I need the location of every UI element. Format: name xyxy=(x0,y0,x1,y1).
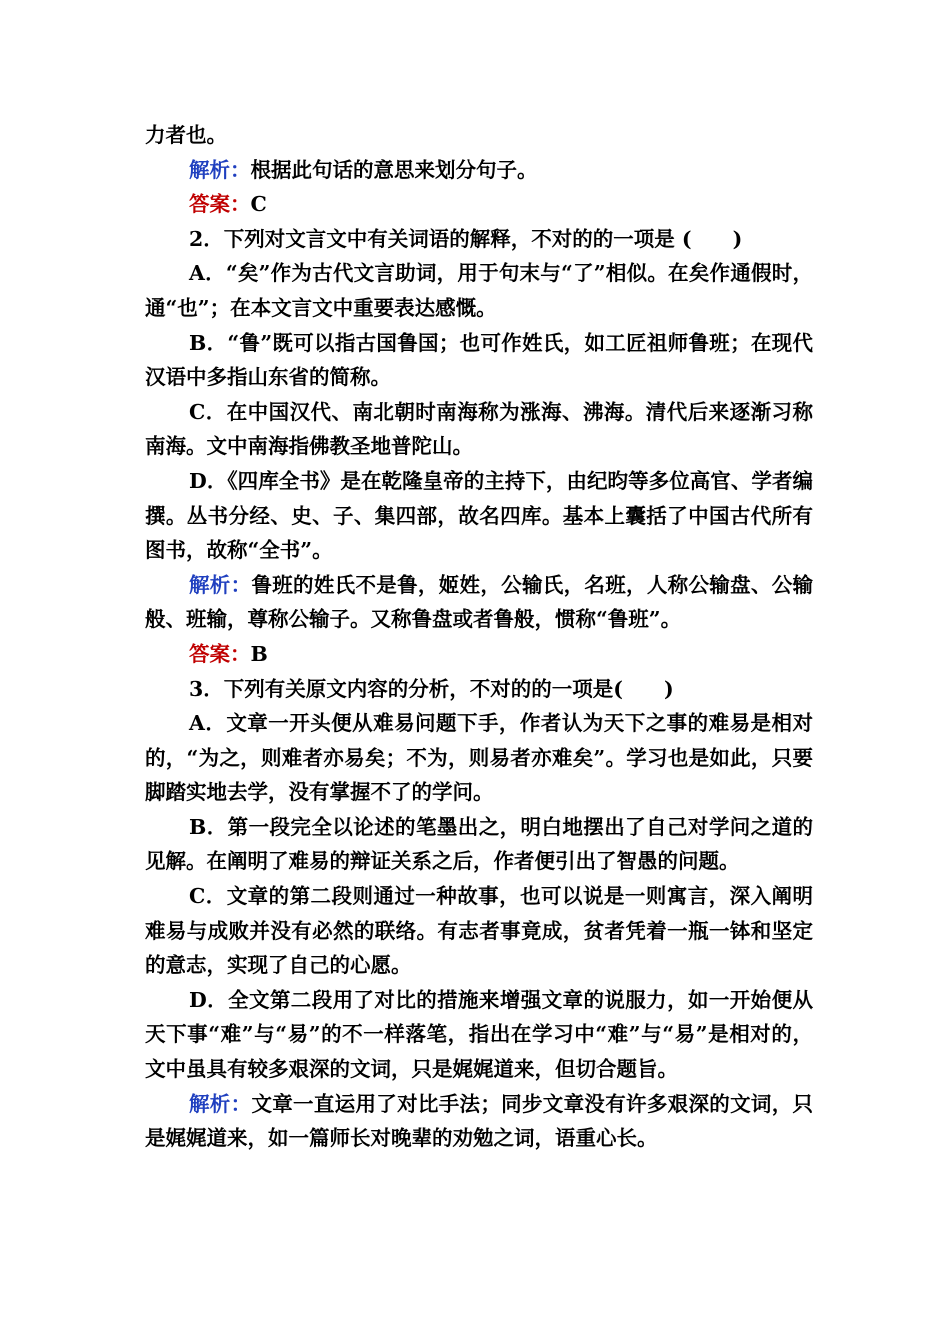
analysis-label: 解析： xyxy=(189,157,251,182)
question-3-analysis xyxy=(145,1087,813,1156)
analysis-text: 根据此句话的意思来划分句子。 xyxy=(250,157,538,182)
question-3-option-d: D．全文第二段用了对比的措施来增强文章的说服力，如一开始便从天下事“难”与“易”的不一样落笔，指出在学习中“难”与“易”是相对的，文中虽具有较多艰深的文词，只是娓娓道来，但切合题旨。 xyxy=(145,987,813,1082)
question-2-option-d: D．《四库全书》是在乾隆皇帝的主持下，由纪昀等多位高官、学者编撰。丛书分经、史、子、集四部，故名四库。基本上囊括了中国古代所有图书，故称“全书”。 xyxy=(145,468,813,563)
question-3-option-b: B．第一段完全以论述的笔墨出之，明白地摆出了自己对学问之道的见解。在阐明了难易的辩证关系之后，作者便引出了智愚的问题。 xyxy=(145,814,813,874)
question-3: 3．下列有关原文内容的分析，不对的的一项是( ) xyxy=(189,676,674,701)
answer-text: B xyxy=(250,641,268,666)
answer-label: 答案： xyxy=(189,641,251,666)
question-2-option-a: A．“矣”作为古代文言助词，用于句末与“了”相似。在矣作通假时，通“也”；在本文言文中重要表达感慨。 xyxy=(145,261,813,320)
analysis-label: 解析： xyxy=(189,1091,252,1116)
answer-paragraph xyxy=(145,187,813,222)
question-2-answer xyxy=(145,637,813,672)
question-3-option-c: C．文章的第二段则通过一种故事，也可以说是一则寓言，深入阐明难易与成败并没有必然的联络。有志者事竟成，贫者凭着一瓶一钵和坚定的意志，实现了自己的心愿。 xyxy=(145,884,813,978)
question-2-option-b: B．“鲁”既可以指古国鲁国；也可作姓氏，如工匠祖师鲁班；在现代汉语中多指山东省的简称。 xyxy=(145,330,813,390)
analysis-label: 解析： xyxy=(189,572,252,597)
analysis-paragraph xyxy=(145,153,813,188)
question-2-option-c: C．在中国汉代、南北朝时南海称为涨海、沸海。清代后来逐渐习称南海。文中南海指佛教圣地普陀山。 xyxy=(145,399,813,459)
paragraph-continuation: 力者也。 xyxy=(145,123,227,147)
analysis-text: 鲁班的姓氏不是鲁，姬姓，公输氏，名班，人称公输盘、公输般、班输，尊称公输子。又称鲁盘或者鲁般，惯称“鲁班”。 xyxy=(145,572,814,632)
question-2: 2．下列对文言文中有关词语的解释，不对的的一项是 ( ) xyxy=(189,226,743,251)
question-2-analysis xyxy=(145,568,813,637)
document-page xyxy=(145,118,813,1156)
answer-label: 答案： xyxy=(189,192,251,217)
answer-text: C xyxy=(250,192,267,217)
analysis-text: 文章一直运用了对比手法；同步文章没有许多艰深的文词，只是娓娓道来，如一篇师长对晚辈的劝勉之词，语重心长。 xyxy=(145,1091,814,1151)
question-3-option-a: A．文章一开头便从难易问题下手，作者认为天下之事的难易是相对的，“为之，则难者亦易矣；不为，则易者亦难矣”。学习也是如此，只要脚踏实地去学，没有掌握不了的学问。 xyxy=(145,711,813,805)
